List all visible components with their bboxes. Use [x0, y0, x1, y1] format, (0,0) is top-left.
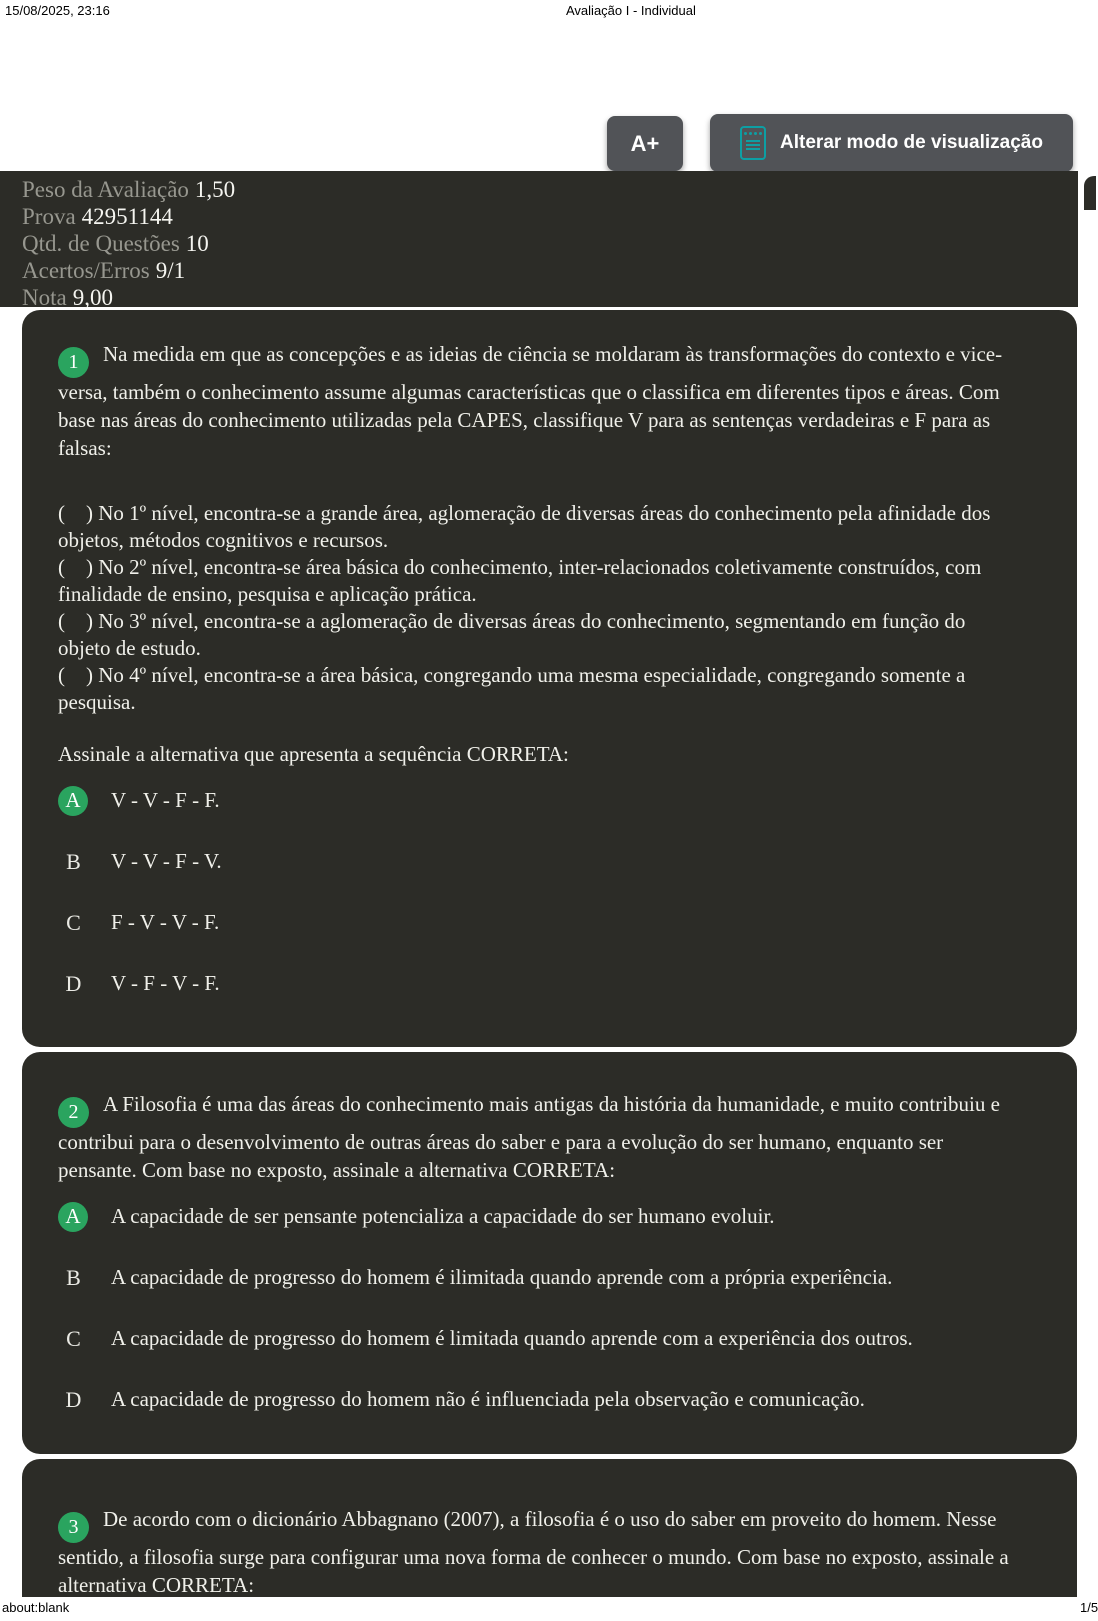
option-text: V - V - F - F. — [111, 788, 220, 812]
option-text: A capacidade de progresso do homem é ilimitada quando aprende com a própria experiência. — [111, 1265, 893, 1289]
summary-row — [22, 230, 1078, 257]
options-list — [58, 786, 1023, 999]
print-timestamp: 15/08/2025, 23:16 — [5, 3, 110, 18]
summary-label: Peso da Avaliação — [22, 177, 189, 202]
question-2-statement: A Filosofia é uma das áreas do conhecimento mais antigas da história da humanidade, e muito contribuiu e contribui para o desenvolvimento de outras áreas do saber e para a evolução do ser humano, enquanto ser pensante. Com base no exposto, assinale a alternativa CORRETA: — [58, 1092, 1000, 1182]
summary-value: 9/1 — [155, 258, 186, 283]
page-title: Avaliação I - Individual — [566, 3, 696, 18]
summary-label: Qtd. de Questões — [22, 231, 180, 256]
summary-value: 1,50 — [194, 177, 236, 202]
question-text — [58, 1505, 1023, 1599]
option-b[interactable] — [58, 1263, 1023, 1293]
option-letter: B — [66, 1264, 81, 1290]
summary-label: Nota — [22, 285, 67, 310]
change-view-mode-label: Alterar modo de visualização — [780, 132, 1043, 153]
option-b[interactable] — [58, 847, 1023, 877]
tf-statement: ( ) No 3º nível, encontra-se a aglomeração de diversas áreas do conhecimento, segmentando em função do objeto de estudo. — [58, 608, 971, 660]
summary-row — [22, 203, 1078, 230]
question-text — [58, 1090, 1023, 1184]
question-card-2 — [22, 1052, 1077, 1454]
summary-row — [22, 176, 1078, 203]
question-card-3 — [22, 1459, 1077, 1597]
option-text: A capacidade de progresso do homem é limitada quando aprende com a experiência dos outros. — [111, 1326, 913, 1350]
option-letter: D — [65, 1386, 82, 1412]
option-text: V - V - F - V. — [111, 849, 222, 873]
option-text: F - V - V - F. — [111, 910, 220, 934]
question-prompt: Assinale a alternativa que apresenta a sequência CORRETA: — [58, 741, 569, 766]
option-letter: C — [66, 1325, 81, 1351]
question-card-1 — [22, 310, 1077, 1047]
option-c[interactable] — [58, 908, 1023, 938]
option-letter: C — [66, 909, 81, 935]
question-1-statement: Na medida em que as concepções e as ideias de ciência se moldaram às transformações do contexto e vice-versa, também o conhecimento assume algumas características que o classifica em diferentes tipos e áreas. Com base nas áreas do conhecimento utilizadas pela CAPES, classifique V para as sentenças verdadeiras e F para as falsas: — [58, 342, 1003, 460]
assessment-summary-banner — [0, 171, 1078, 310]
option-a-selected[interactable] — [58, 1202, 1023, 1232]
clipped-banner-fragment — [1084, 176, 1096, 210]
option-text: V - F - V - F. — [111, 971, 220, 995]
option-letter: B — [66, 848, 81, 874]
tf-statement: ( ) No 1º nível, encontra-se a grande área, aglomeração de diversas áreas do conhecimento pela afinidade dos objetos, métodos cognitivos e recursos. — [58, 500, 996, 552]
summary-value: 9,00 — [72, 285, 113, 310]
tf-statement: ( ) No 4º nível, encontra-se a área básica, congregando uma mesma especialidade, congregando somente a pesquisa. — [58, 662, 971, 714]
option-c[interactable] — [58, 1324, 1023, 1354]
summary-value: 10 — [185, 231, 209, 256]
print-page-number: 1/5 — [1080, 1600, 1098, 1615]
option-letter: D — [65, 970, 82, 996]
print-url: about:blank — [2, 1600, 70, 1615]
question-number-badge: 2 — [58, 1097, 89, 1128]
tf-statement: ( ) No 2º nível, encontra-se área básica do conhecimento, inter-relacionados coletivamente construídos, com finalidade de ensino, pesquisa e aplicação prática. — [58, 554, 987, 606]
options-list — [58, 1202, 1023, 1415]
option-a-selected[interactable] — [58, 786, 1023, 816]
option-text: A capacidade de ser pensante potencializa a capacidade do ser humano evoluir. — [111, 1204, 775, 1228]
summary-label: Acertos/Erros — [22, 258, 150, 283]
summary-row — [22, 257, 1078, 284]
question-number-badge: 1 — [58, 347, 89, 378]
change-view-mode-button[interactable] — [710, 114, 1073, 172]
true-false-statements — [58, 500, 1023, 716]
question-number-badge: 3 — [58, 1512, 89, 1543]
selected-option-badge: A — [58, 786, 88, 816]
document-list-icon — [740, 126, 766, 160]
option-d[interactable] — [58, 969, 1023, 999]
question-text — [58, 340, 1023, 462]
font-size-button[interactable]: A+ — [607, 116, 683, 171]
summary-row — [22, 284, 1078, 311]
question-3-statement: De acordo com o dicionário Abbagnano (2007), a filosofia é o uso do saber em proveito do homem. Nesse sentido, a filosofia surge para configurar uma nova forma de conhecer o mundo. Com base no exposto, assinale a alternativa CORRETA: — [58, 1507, 1009, 1597]
option-d[interactable] — [58, 1385, 1023, 1415]
selected-option-badge: A — [58, 1202, 88, 1232]
summary-label: Prova — [22, 204, 76, 229]
option-text: A capacidade de progresso do homem não é influenciada pela observação e comunicação. — [111, 1387, 865, 1411]
summary-value: 42951144 — [81, 204, 173, 229]
